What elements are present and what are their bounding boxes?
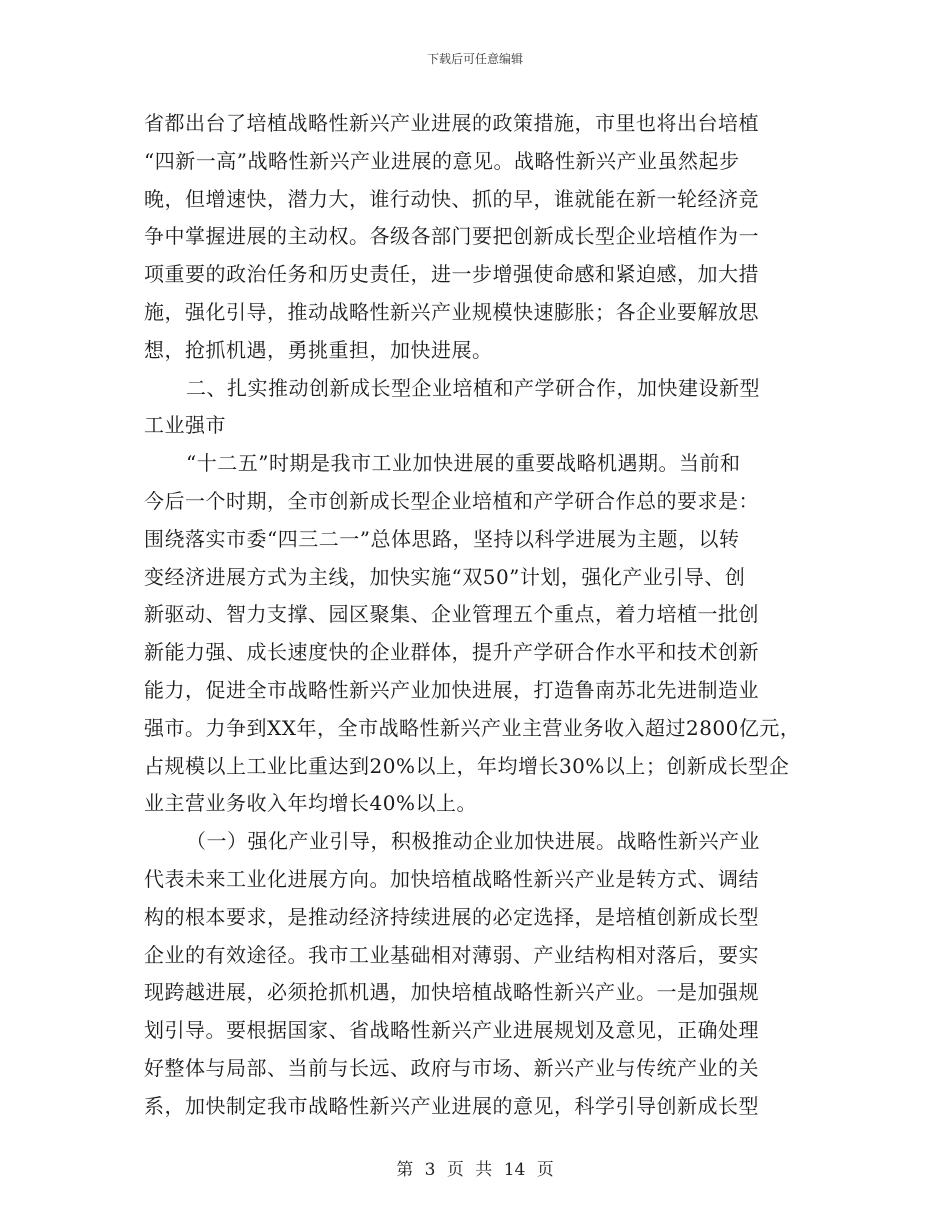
text-line: 新驱动、智力支撑、园区聚集、企业管理五个重点，着力培植一批创 [144,602,759,627]
text-line: 施，强化引导，推动战略性新兴产业规模快速膨胀；各企业要解放思 [144,299,759,324]
text-line: 强市。力争到XX年，全市战略性新兴产业主营业务收入超过2800亿元， [144,715,801,740]
text-line: （一）强化产业引导，积极推动企业加快进展。战略性新兴产业 [186,829,760,854]
header-note: 下载后可任意编辑 [426,52,523,66]
text-line: 占规模以上工业比重达到20%以上，年均增长30%以上；创新成长型企 [144,753,790,778]
text-line: 今后一个时期，全市创新成长型企业培植和产学研合作总的要求是： [144,488,759,513]
text-line: 项重要的政治任务和历史责任，进一步增强使命感和紧迫感，加大措 [144,262,759,287]
section-heading-line: 二、扎实推动创新成长型企业培植和产学研合作，加快建设新型 [186,375,760,400]
text-line: 晚，但增速快，潜力大，谁行动快、抓的早，谁就能在新一轮经济竞 [144,186,759,211]
text-line: 能力，促进全市战略性新兴产业加快进展，打造鲁南苏北先进制造业 [144,677,759,702]
text-line: 企业的有效途径。我市工业基础相对薄弱、产业结构相对落后，要实 [144,942,759,967]
text-line: 想，抢抓机遇，勇挑重担，加快进展。 [144,337,493,362]
text-line: 划引导。要根据国家、省战略性新兴产业进展规划及意见，正确处理 [144,1018,759,1043]
section-heading-line: 工业强市 [144,413,226,438]
text-line: 变经济进展方式为主线，加快实施“双50”计划，强化产业引导、创 [144,564,746,589]
text-line: 业主营业务收入年均增长40%以上。 [144,791,477,816]
text-line: 新能力强、成长速度快的企业群体，提升产学研合作水平和技术创新 [144,640,759,665]
text-line: 现跨越进展，必须抢抓机遇，加快培植战略性新兴产业。一是加强规 [144,980,759,1005]
text-line: 好整体与局部、当前与长远、政府与市场、新兴产业与传统产业的关 [144,1055,759,1080]
text-line: “十二五”时期是我市工业加快进展的重要战略机遇期。当前和 [186,451,741,476]
text-line: 代表未来工业化进展方向。加快培植战略性新兴产业是转方式、调结 [144,866,759,891]
document-body [144,105,804,1126]
text-line: 系，加快制定我市战略性新兴产业进展的意见，科学引导创新成长型 [144,1093,759,1118]
text-line: 围绕落实市委“四三二一”总体思路，坚持以科学进展为主题，以转 [144,526,740,551]
text-line: 争中掌握进展的主动权。各级各部门要把创新成长型企业培植作为一 [144,224,759,249]
page-number: 第 3 页 共 14 页 [396,1160,554,1180]
text-line: 省都出台了培植战略性新兴产业进展的政策措施，市里也将出台培植 [144,111,759,135]
text-line: “四新一高”战略性新兴产业进展的意见。战略性新兴产业虽然起步 [144,148,740,173]
text-line: 构的根本要求，是推动经济持续进展的必定选择，是培植创新成长型 [144,904,759,929]
